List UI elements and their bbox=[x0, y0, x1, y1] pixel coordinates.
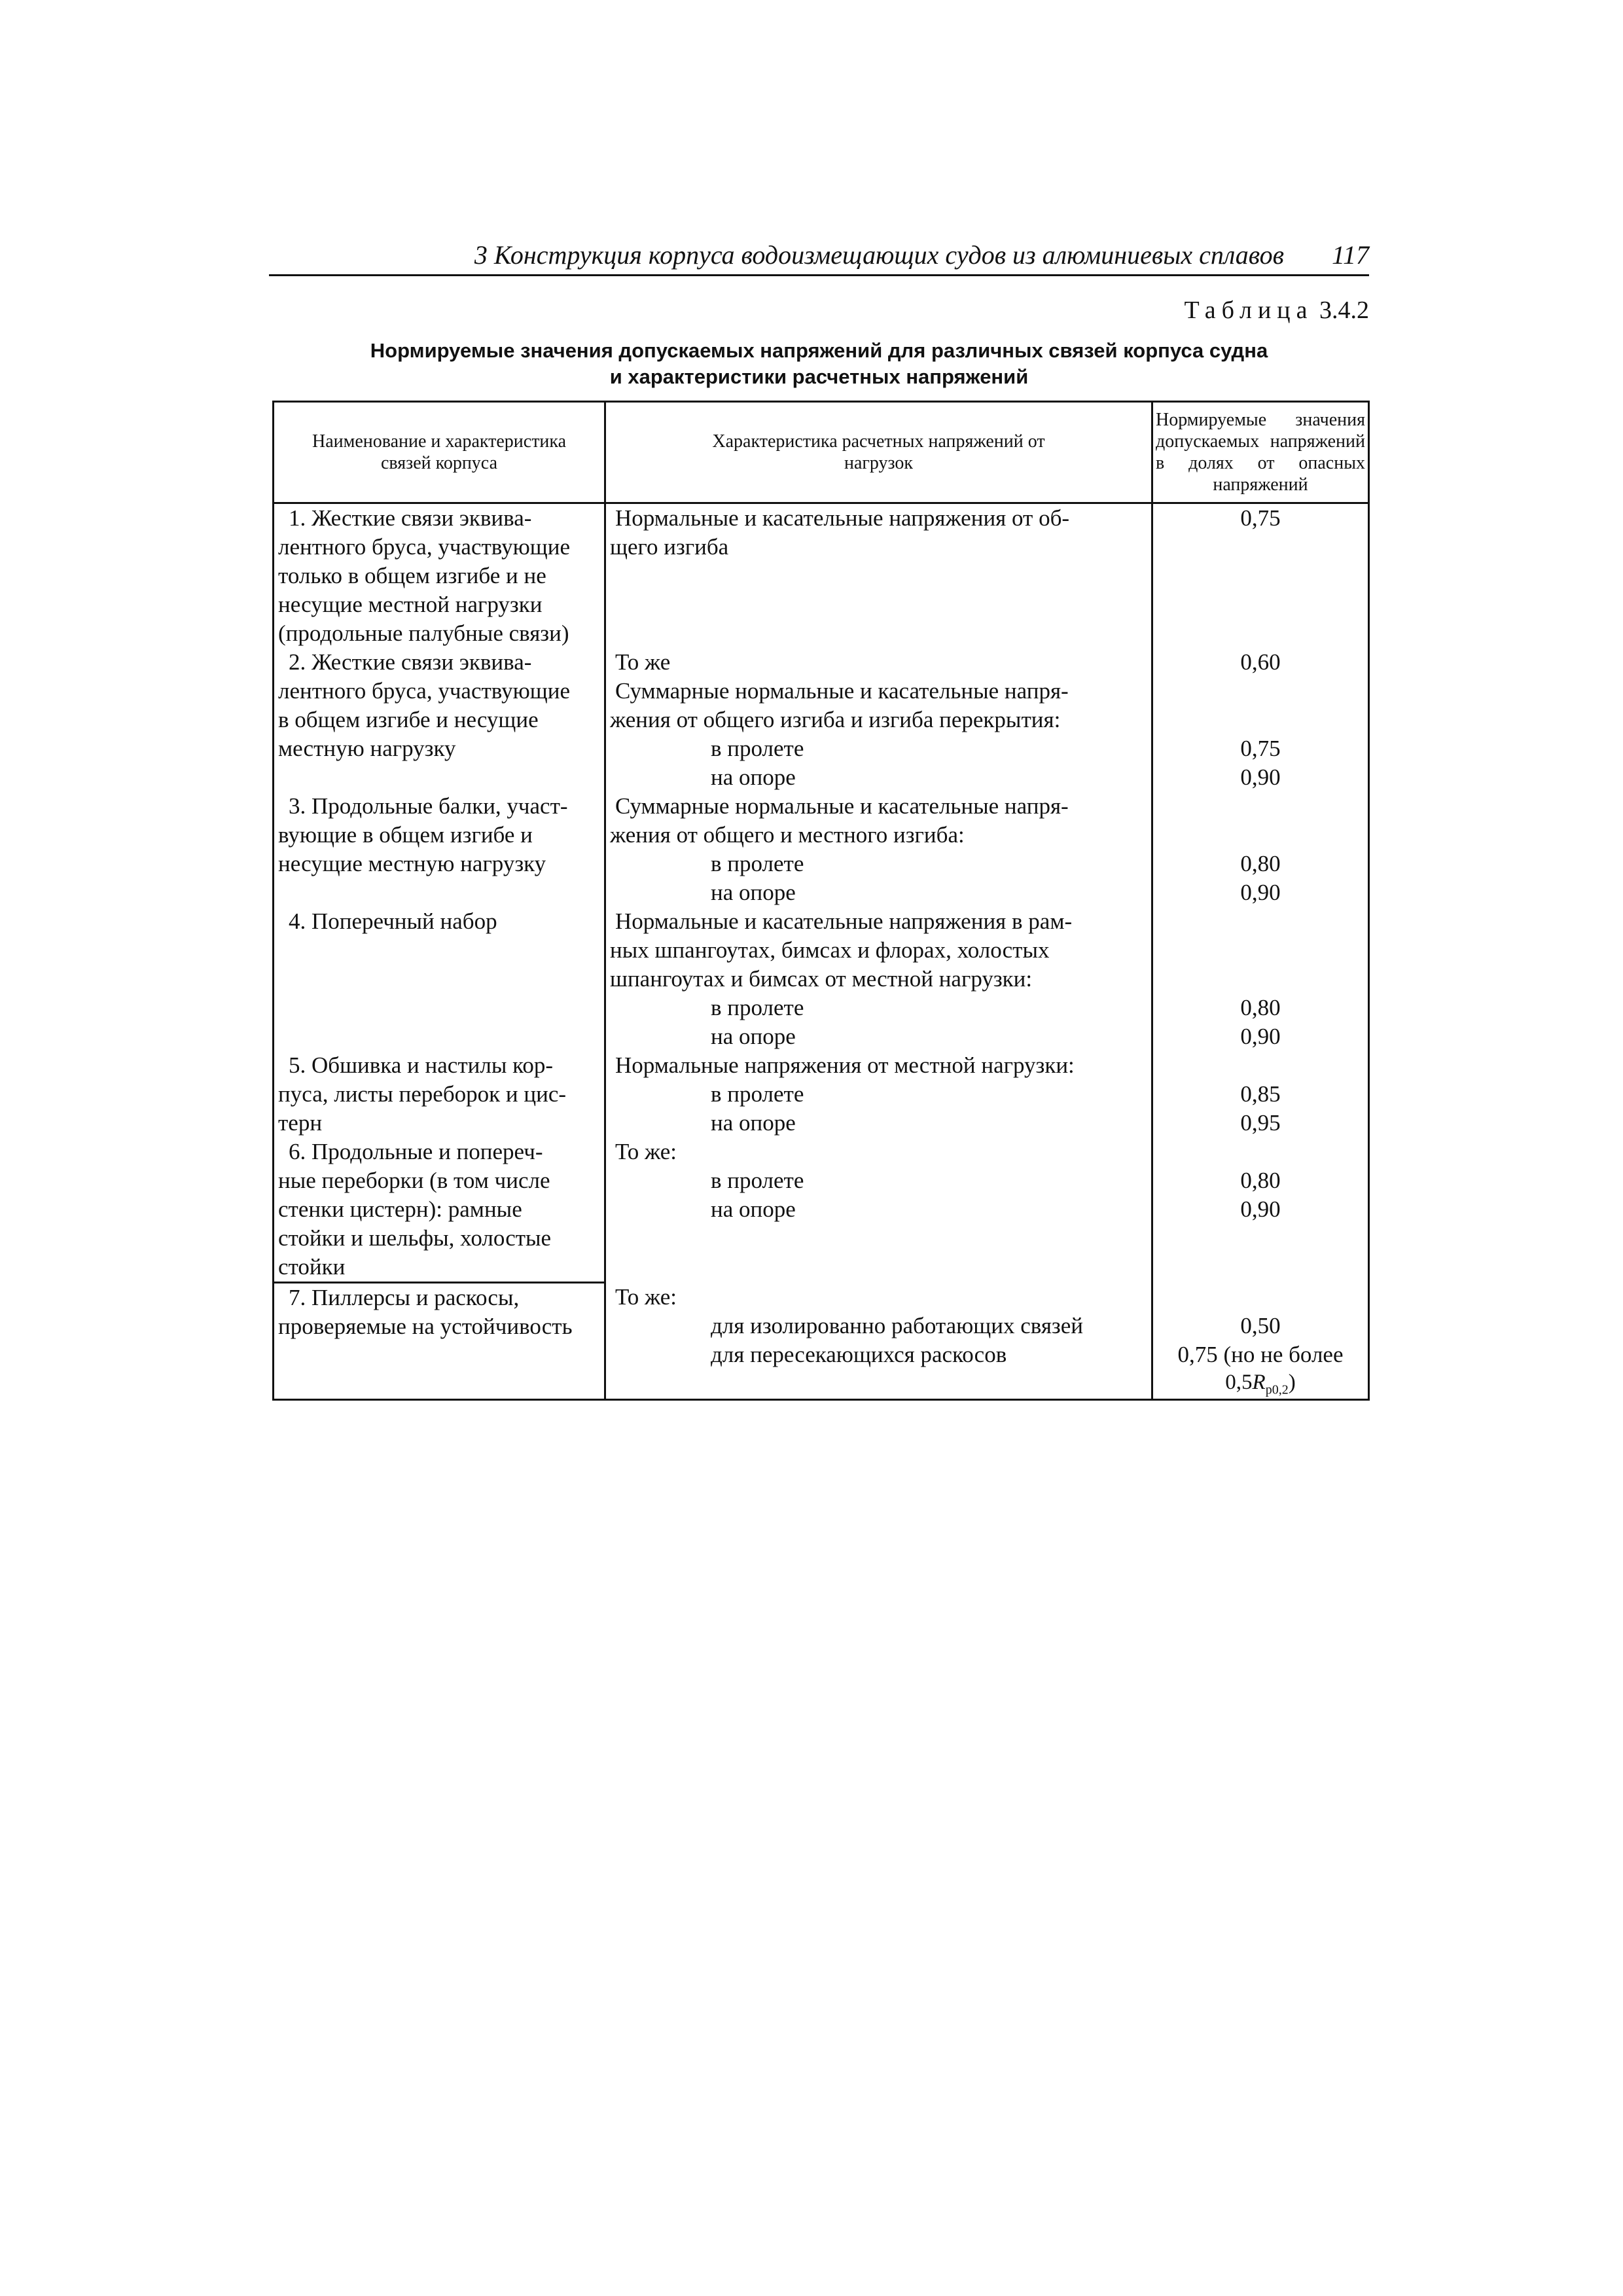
name-line: ные переборки (в том числе bbox=[278, 1168, 550, 1193]
name-line: лентного бруса, участвующие bbox=[278, 678, 570, 704]
allowed-value bbox=[1153, 533, 1368, 562]
stress-line: Нормальные и касательные напряжения от об- bbox=[615, 505, 1070, 531]
cell-connection-name bbox=[274, 907, 605, 1051]
allowed-value bbox=[1153, 1051, 1368, 1080]
allowed-value: 0,85 bbox=[1240, 1081, 1281, 1107]
table-title bbox=[269, 338, 1369, 390]
stress-line: на опоре bbox=[711, 764, 796, 790]
column-header-value: Нормируемые значения допускаемых напряжений в долях от опасных напряжений bbox=[1152, 402, 1369, 503]
stress-line: в пролете bbox=[711, 995, 804, 1020]
allowed-value: 0,80 bbox=[1240, 851, 1281, 876]
name-line: 4. Поперечный набор bbox=[289, 908, 497, 934]
cell-allowed-value bbox=[1152, 503, 1369, 649]
stress-line: в пролете bbox=[711, 1081, 804, 1107]
stress-line: щего изгиба bbox=[610, 534, 729, 560]
name-line: несущие местную нагрузку bbox=[278, 851, 546, 876]
table-row bbox=[274, 792, 1369, 907]
table-title-line-1: Нормируемые значения допускаемых напряжений для различных связей корпуса судна bbox=[370, 339, 1268, 362]
table-row bbox=[274, 1051, 1369, 1138]
table-row bbox=[274, 648, 1369, 792]
name-line: 2. Жесткие связи эквива- bbox=[289, 649, 532, 675]
running-title: 3 Конструкция корпуса водоизмещающих судов из алюминиевых сплавов bbox=[474, 240, 1284, 270]
stress-line: в пролете bbox=[711, 736, 804, 761]
allowed-value: 0,75 (но не более bbox=[1177, 1341, 1344, 1367]
allowed-value bbox=[1153, 706, 1368, 734]
name-line bbox=[278, 965, 601, 994]
name-line bbox=[278, 1022, 601, 1051]
stress-line: ных шпангоутах, бимсах и флорах, холостых bbox=[610, 937, 1050, 963]
cell-allowed-value bbox=[1152, 907, 1369, 1051]
cell-stress-description bbox=[605, 792, 1152, 907]
allowed-value bbox=[1153, 1224, 1368, 1253]
allowed-value bbox=[1153, 907, 1368, 936]
name-line: 6. Продольные и попереч- bbox=[289, 1139, 543, 1164]
allowed-value bbox=[1153, 936, 1368, 965]
allowed-value bbox=[1153, 821, 1368, 850]
allowed-value bbox=[1153, 1253, 1368, 1282]
stress-line: для изолированно работающих связей bbox=[711, 1312, 1084, 1338]
stress-line: Нормальные и касательные напряжения в рам- bbox=[615, 908, 1073, 934]
stress-line: То же bbox=[615, 649, 671, 675]
table-head bbox=[274, 402, 1369, 503]
table-row bbox=[274, 907, 1369, 1051]
allowed-value bbox=[1153, 562, 1368, 590]
name-line: несущие местной нагрузки bbox=[278, 592, 543, 617]
stress-line: на опоре bbox=[711, 1110, 796, 1136]
stress-line: Нормальные напряжения от местной нагрузки: bbox=[615, 1052, 1075, 1078]
stress-line: на опоре bbox=[711, 880, 796, 905]
stress-table bbox=[272, 401, 1370, 1401]
allowed-value: 0,90 bbox=[1240, 1024, 1281, 1049]
table-row bbox=[274, 1283, 1369, 1400]
name-line: только в общем изгибе и не bbox=[278, 563, 546, 588]
stress-line: для пересекающихся раскосов bbox=[711, 1341, 1007, 1367]
table-label-word: Таблица bbox=[1184, 296, 1313, 324]
cell-connection-name bbox=[274, 503, 605, 649]
name-line bbox=[278, 1370, 601, 1399]
stress-line bbox=[606, 619, 1151, 648]
name-line: проверяемые на устойчивость bbox=[278, 1314, 573, 1339]
cell-connection-name bbox=[274, 792, 605, 907]
allowed-value: 0,60 bbox=[1240, 649, 1281, 675]
stress-line bbox=[606, 1253, 1151, 1282]
stress-line: Суммарные нормальные и касательные напря- bbox=[615, 678, 1069, 704]
table-row bbox=[274, 1138, 1369, 1283]
stress-line bbox=[606, 1369, 1151, 1398]
cell-allowed-value bbox=[1152, 648, 1369, 792]
allowed-value: 0,80 bbox=[1240, 995, 1281, 1020]
allowed-value: 0,95 bbox=[1240, 1110, 1281, 1136]
cell-stress-description bbox=[605, 648, 1152, 792]
allowed-value bbox=[1153, 677, 1368, 706]
stress-line: шпангоутах и бимсах от местной нагрузки: bbox=[610, 966, 1033, 992]
cell-allowed-value bbox=[1152, 1138, 1369, 1283]
allowed-value bbox=[1153, 590, 1368, 619]
stress-line: на опоре bbox=[711, 1196, 796, 1222]
cell-connection-name bbox=[274, 648, 605, 792]
cell-stress-description bbox=[605, 907, 1152, 1051]
table-body bbox=[274, 503, 1369, 1400]
name-line: 3. Продольные балки, участ- bbox=[289, 793, 568, 819]
allowed-value: $0,5R_{p0,2}$) bbox=[1225, 1370, 1296, 1397]
stress-line: То же: bbox=[615, 1283, 677, 1310]
allowed-value bbox=[1153, 1283, 1368, 1312]
name-line: пуса, листы переборок и цис- bbox=[278, 1081, 567, 1107]
name-line: терн bbox=[278, 1110, 323, 1136]
name-line: местную нагрузку bbox=[278, 736, 456, 761]
name-line: стойки и шельфы, холостые bbox=[278, 1225, 552, 1251]
name-line: стойки bbox=[278, 1254, 346, 1280]
allowed-value: 0,75 bbox=[1240, 505, 1281, 531]
running-header bbox=[269, 238, 1369, 276]
allowed-value bbox=[1153, 792, 1368, 821]
stress-line bbox=[606, 1224, 1151, 1253]
allowed-value: 0,90 bbox=[1240, 1196, 1281, 1222]
allowed-value bbox=[1153, 1138, 1368, 1166]
name-line bbox=[278, 936, 601, 965]
cell-allowed-value bbox=[1152, 792, 1369, 907]
cell-allowed-value bbox=[1152, 1051, 1369, 1138]
cell-connection-name bbox=[274, 1138, 605, 1283]
allowed-value bbox=[1153, 965, 1368, 994]
name-line: лентного бруса, участвующие bbox=[278, 534, 570, 560]
stress-line: То же: bbox=[615, 1139, 677, 1164]
page-number: 117 bbox=[1331, 240, 1369, 270]
stress-line bbox=[606, 562, 1151, 590]
stress-line: в пролете bbox=[711, 851, 804, 876]
allowed-value bbox=[1153, 619, 1368, 648]
name-line bbox=[278, 878, 601, 907]
stress-line: жения от общего изгиба и изгиба перекрытия: bbox=[610, 707, 1061, 732]
cell-connection-name bbox=[274, 1283, 605, 1400]
table-title-line-2: и характеристики расчетных напряжений bbox=[609, 365, 1029, 388]
table-label-number: 3.4.2 bbox=[1319, 296, 1369, 324]
name-line bbox=[278, 994, 601, 1022]
stress-line: жения от общего и местного изгиба: bbox=[610, 822, 965, 848]
allowed-value: 0,90 bbox=[1240, 880, 1281, 905]
name-line bbox=[278, 763, 601, 792]
allowed-value: 0,75 bbox=[1240, 736, 1281, 761]
cell-stress-description bbox=[605, 1283, 1152, 1400]
column-header-name: Наименование и характеристика связей корпуса bbox=[274, 402, 605, 503]
table-row bbox=[274, 503, 1369, 649]
name-line: стенки цистерн): рамные bbox=[278, 1196, 522, 1222]
cell-stress-description bbox=[605, 1051, 1152, 1138]
name-line: 1. Жесткие связи эквива- bbox=[289, 505, 532, 531]
allowed-value: 0,50 bbox=[1240, 1312, 1281, 1338]
stress-line bbox=[606, 590, 1151, 619]
name-line bbox=[278, 1341, 601, 1370]
stress-line: Суммарные нормальные и касательные напря- bbox=[615, 793, 1069, 819]
column-header-stress: Характеристика расчетных напряжений от нагрузок bbox=[605, 402, 1152, 503]
cell-connection-name bbox=[274, 1051, 605, 1138]
cell-stress-description bbox=[605, 1138, 1152, 1283]
name-line: 5. Обшивка и настилы кор- bbox=[289, 1052, 553, 1078]
table-header-row bbox=[274, 402, 1369, 503]
stress-line: на опоре bbox=[711, 1024, 796, 1049]
name-line: 7. Пиллерсы и раскосы, bbox=[289, 1285, 520, 1310]
name-line: (продольные палубные связи) bbox=[278, 620, 569, 646]
allowed-value: 0,80 bbox=[1240, 1168, 1281, 1193]
table-label bbox=[1184, 296, 1369, 325]
name-line: вующие в общем изгибе и bbox=[278, 822, 533, 848]
cell-allowed-value bbox=[1152, 1283, 1369, 1400]
name-line: в общем изгибе и несущие bbox=[278, 707, 539, 732]
allowed-value: 0,90 bbox=[1240, 764, 1281, 790]
stress-line: в пролете bbox=[711, 1168, 804, 1193]
cell-stress-description bbox=[605, 503, 1152, 649]
